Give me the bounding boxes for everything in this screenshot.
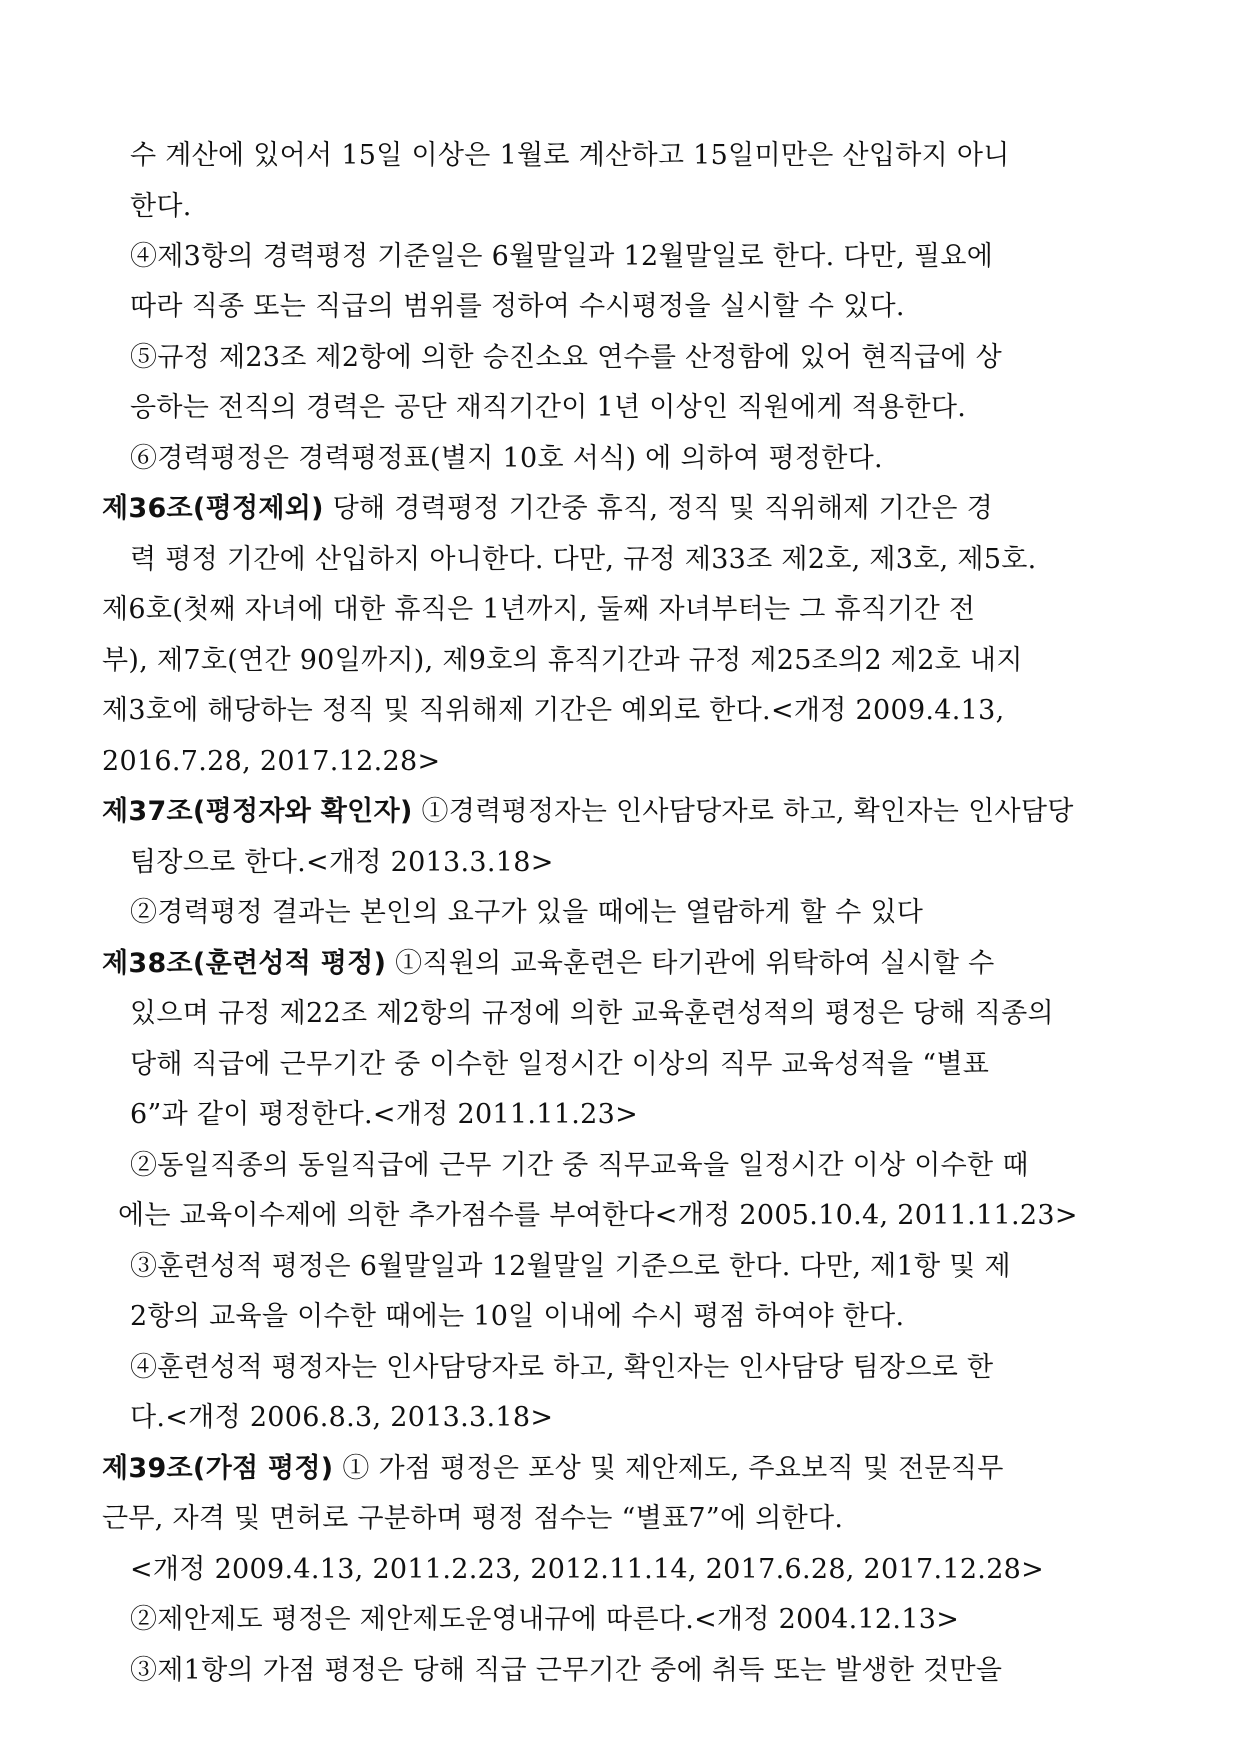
article-36-text: 당해 경력평정 기간중 휴직, 정직 및 직위해제 기간은 경 (332, 493, 993, 524)
article-37-first-line (102, 795, 1074, 829)
text-line: ⑥경력평정은 경력평정표(별지 10호 서식) 에 의하여 평정한다. (130, 443, 883, 474)
text-line: 제3호에 해당하는 정직 및 직위해제 기간은 예외로 한다.<개정 2009.4.13, (102, 695, 1005, 726)
article-39-heading: 제39조(가점 평정) (102, 1453, 334, 1484)
article-39-first-line (102, 1452, 1004, 1486)
text-line: 응하는 전직의 경력은 공단 재직기간이 1년 이상인 직원에게 적용한다. (130, 392, 967, 423)
text-line: 따라 직종 또는 직급의 범위를 정하여 수시평정을 실시할 수 있다. (130, 291, 905, 322)
text-line: 2항의 교육을 이수한 때에는 10일 이내에 수시 평점 하여야 한다. (130, 1301, 905, 1332)
article-36-heading: 제36조(평정제외) (102, 493, 324, 524)
text-line: ⑤규정 제23조 제2항에 의한 승진소요 연수를 산정함에 있어 현직급에 상 (130, 342, 1002, 373)
text-line: 부), 제7호(연간 90일까지), 제9호의 휴직기간과 규정 제25조의2 제2호 내지 (102, 645, 1023, 676)
text-line: 력 평정 기간에 산입하지 아니한다. 다만, 규정 제33조 제2호, 제3호, 제5호. (130, 544, 1037, 575)
text-line: ③제1항의 가점 평정은 당해 직급 근무기간 중에 취득 또는 발생한 것만을 (130, 1655, 1003, 1686)
article-37-text: ①경력평정자는 인사담당자로 하고, 확인자는 인사담당 (421, 796, 1074, 827)
text-line: ④훈련성적 평정자는 인사담당자로 하고, 확인자는 인사담당 팀장으로 한 (130, 1352, 994, 1383)
article-38-text: ①직원의 교육훈련은 타기관에 위탁하여 실시할 수 (395, 948, 995, 979)
text-line: 한다. (130, 191, 192, 222)
article-38-heading: 제38조(훈련성적 평정) (102, 948, 387, 979)
article-38-first-line (102, 947, 994, 981)
text-line: 있으며 규정 제22조 제2항의 규정에 의한 교육훈련성적의 평정은 당해 직종의 (130, 998, 1054, 1029)
text-line: 에는 교육이수제에 의한 추가점수를 부여한다<개정 2005.10.4, 2011.11.23> (118, 1200, 1078, 1231)
text-line: 팀장으로 한다.<개정 2013.3.18> (130, 847, 554, 878)
text-line: ②동일직종의 동일직급에 근무 기간 중 직무교육을 일정시간 이상 이수한 때 (130, 1150, 1029, 1181)
text-line: 2016.7.28, 2017.12.28> (102, 746, 441, 777)
text-line: 제6호(첫째 자녀에 대한 휴직은 1년까지, 둘째 자녀부터는 그 휴직기간 전 (102, 594, 976, 625)
text-line: 수 계산에 있어서 15일 이상은 1월로 계산하고 15일미만은 산입하지 아니 (130, 140, 1010, 171)
text-line: <개정 2009.4.13, 2011.2.23, 2012.11.14, 2017.6.28, 2017.12.28> (130, 1554, 1045, 1585)
text-line: ②제안제도 평정은 제안제도운영내규에 따른다.<개정 2004.12.13> (130, 1604, 960, 1635)
text-line: ③훈련성적 평정은 6월말일과 12월말일 기준으로 한다. 다만, 제1항 및 제 (130, 1251, 1011, 1282)
text-line: 다.<개정 2006.8.3, 2013.3.18> (130, 1402, 554, 1433)
text-line: ④제3항의 경력평정 기준일은 6월말일과 12월말일로 한다. 다만, 필요에 (130, 241, 994, 272)
text-line: ②경력평정 결과는 본인의 요구가 있을 때에는 열람하게 할 수 있다 (130, 897, 924, 928)
article-39-text: ① 가점 평정은 포상 및 제안제도, 주요보직 및 전문직무 (342, 1453, 1004, 1484)
article-36-first-line (102, 492, 993, 526)
text-line: 근무, 자격 및 면허로 구분하며 평정 점수는 “별표7”에 의한다. (102, 1503, 844, 1534)
text-line: 6”과 같이 평정한다.<개정 2011.11.23> (130, 1099, 638, 1130)
text-line: 당해 직급에 근무기간 중 이수한 일정시간 이상의 직무 교육성적을 “별표 (130, 1049, 990, 1080)
article-37-heading: 제37조(평정자와 확인자) (102, 796, 413, 827)
